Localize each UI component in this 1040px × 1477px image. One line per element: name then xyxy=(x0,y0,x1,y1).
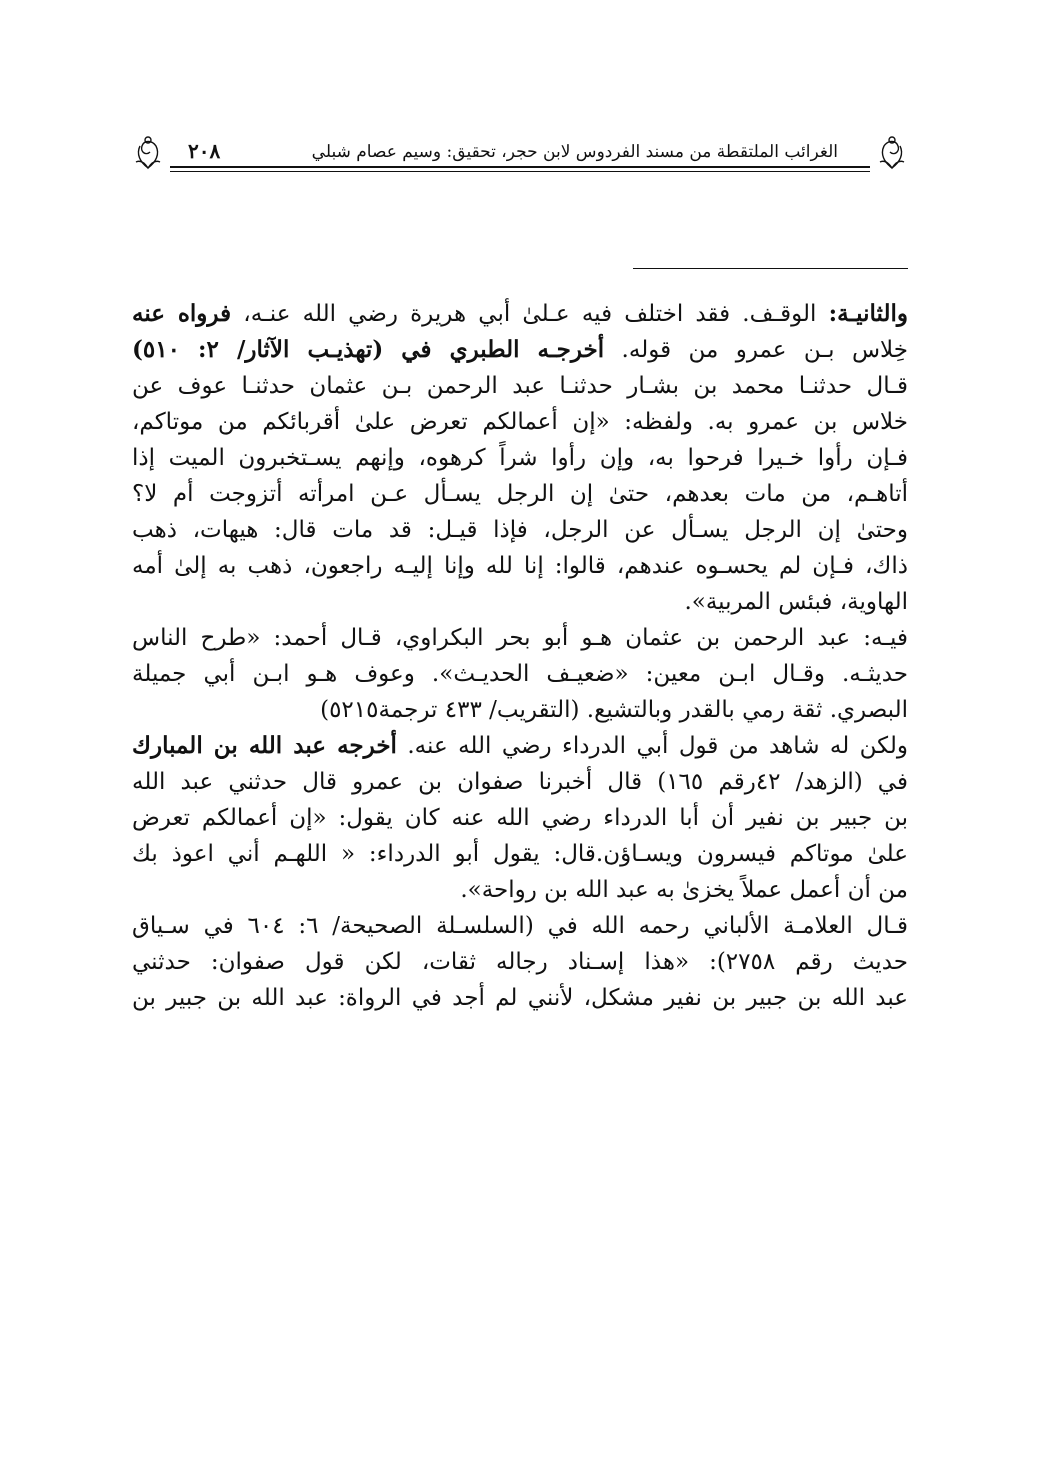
floral-ornament-icon xyxy=(874,132,910,172)
line-text: ولكن له شاهد من قول أبي الدرداء رضي الله عنه. xyxy=(396,733,908,759)
line-text: فـإن رأوا خـيرا فرحوا به، وإن رأوا شراً كرهوه، وإنهم يسـتخبرون الميت إذا xyxy=(132,445,908,471)
header-rule-thin xyxy=(170,171,870,172)
text-line xyxy=(132,512,908,548)
line-text: علىٰ موتاكم فيسرون ويسـاؤن.قال: يقول أبو الدرداء: « اللهـم أني اعوذ بك xyxy=(132,841,908,867)
bold-citation: فرواه عنه xyxy=(132,300,232,327)
line-text: الهاوية، فبئس المربية». xyxy=(684,589,908,615)
line-text: بن جبير بن نفير أن أبا الدرداء رضي الله عنه كان يقول: «إن أعمالكم تعرض xyxy=(132,805,908,831)
text-line xyxy=(132,296,908,332)
page-header xyxy=(130,128,910,176)
line-text: أتاهـم، من مات بعدهم، حتىٰ إن الرجل يسـأل عـن امرأته أتزوجت أم لا؟ xyxy=(132,481,908,507)
text-line xyxy=(132,404,908,440)
line-text: فيـه: عبد الرحمن بن عثمان هـو أبو بحر البكراوي، قـال أحمد: «طرح الناس xyxy=(132,625,908,651)
line-text: قـال العلامـة الألباني رحمه الله في (السلسـلة الصحيحة/ ٦: ٦٠٤ في سـياق xyxy=(132,913,909,939)
line-text: من أن أعمل عملاً يخزىٰ به عبد الله بن رواحة». xyxy=(460,877,908,903)
running-head-title: الغرائب الملتقطة من مسند الفردوس لابن حجر، تحقيق: وسيم عصام شبلي xyxy=(311,142,838,162)
line-text: خلاس بن عمرو به. ولفظه: «إن أعمالكم تعرض علىٰ أقربائكم من موتاكم، xyxy=(132,409,908,435)
bold-lead: والثانيـة: xyxy=(828,300,908,327)
bold-citation: أخرجـه الطبري في (تهذيـب الآثار/ ٢: ٥١٠) xyxy=(132,336,605,363)
line-text: قـال حدثنـا محمد بن بشـار حدثنـا عبد الرحمن بـن عثمان حدثنـا عوف عن xyxy=(132,373,908,399)
line-text: حديث رقم ٢٧٥٨): «هذا إسـناد رجاله ثقات، لكن قول صفوان: حدثني xyxy=(132,949,908,975)
line-text: البصري. ثقة رمي بالقدر وبالتشيع. (التقريب/ ٤٣٣ ترجمة٥٢١٥) xyxy=(320,697,908,723)
text-line xyxy=(132,476,908,512)
text-line xyxy=(132,908,908,944)
line-text: خِلاس بـن عمرو من قوله. xyxy=(604,337,908,363)
text-line xyxy=(132,440,908,476)
line-text: في (الزهد/ ٤٢رقم ١٦٥) قال أخبرنا صفوان بن عمرو قال حدثني عبد الله xyxy=(132,769,908,795)
text-line xyxy=(132,980,908,1016)
text-line xyxy=(132,872,908,908)
line-text: وحتىٰ إن الرجل يسـأل عن الرجل، فإذا قيـل: قد مات قال: هيهات، ذهب xyxy=(132,517,908,543)
section-divider xyxy=(633,268,908,269)
text-line xyxy=(132,548,908,584)
body-text xyxy=(132,296,908,1016)
text-line xyxy=(132,620,908,656)
text-line xyxy=(132,692,908,728)
bold-citation: أخرجه عبد الله بن المبارك xyxy=(132,732,397,759)
text-line xyxy=(132,656,908,692)
header-rule xyxy=(170,166,870,168)
line-text: الوقـف. فقد اختلف فيه عـلىٰ أبي هريرة رضي الله عنـه، xyxy=(231,301,829,327)
page-number: ٢٠٨ xyxy=(188,139,221,163)
text-line xyxy=(132,368,908,404)
text-line xyxy=(132,728,908,764)
floral-ornament-icon xyxy=(130,132,166,172)
text-line xyxy=(132,836,908,872)
line-text: حديثـه. وقـال ابـن معين: «ضعيـف الحديـث». وعوف هـو ابـن أبي جميلة xyxy=(132,661,908,687)
text-line xyxy=(132,800,908,836)
line-text: عبد الله بن جبير بن نفير مشكل، لأنني لم أجد في الرواة: عبد الله بن جبير بن xyxy=(132,985,908,1011)
line-text: ذاك، فـإن لم يحسـوه عندهم، قالوا: إنا لله وإنا إليـه راجعون، ذهب به إلىٰ أمه xyxy=(132,553,908,579)
text-line xyxy=(132,584,908,620)
text-line xyxy=(132,332,908,368)
text-line xyxy=(132,764,908,800)
text-line xyxy=(132,944,908,980)
